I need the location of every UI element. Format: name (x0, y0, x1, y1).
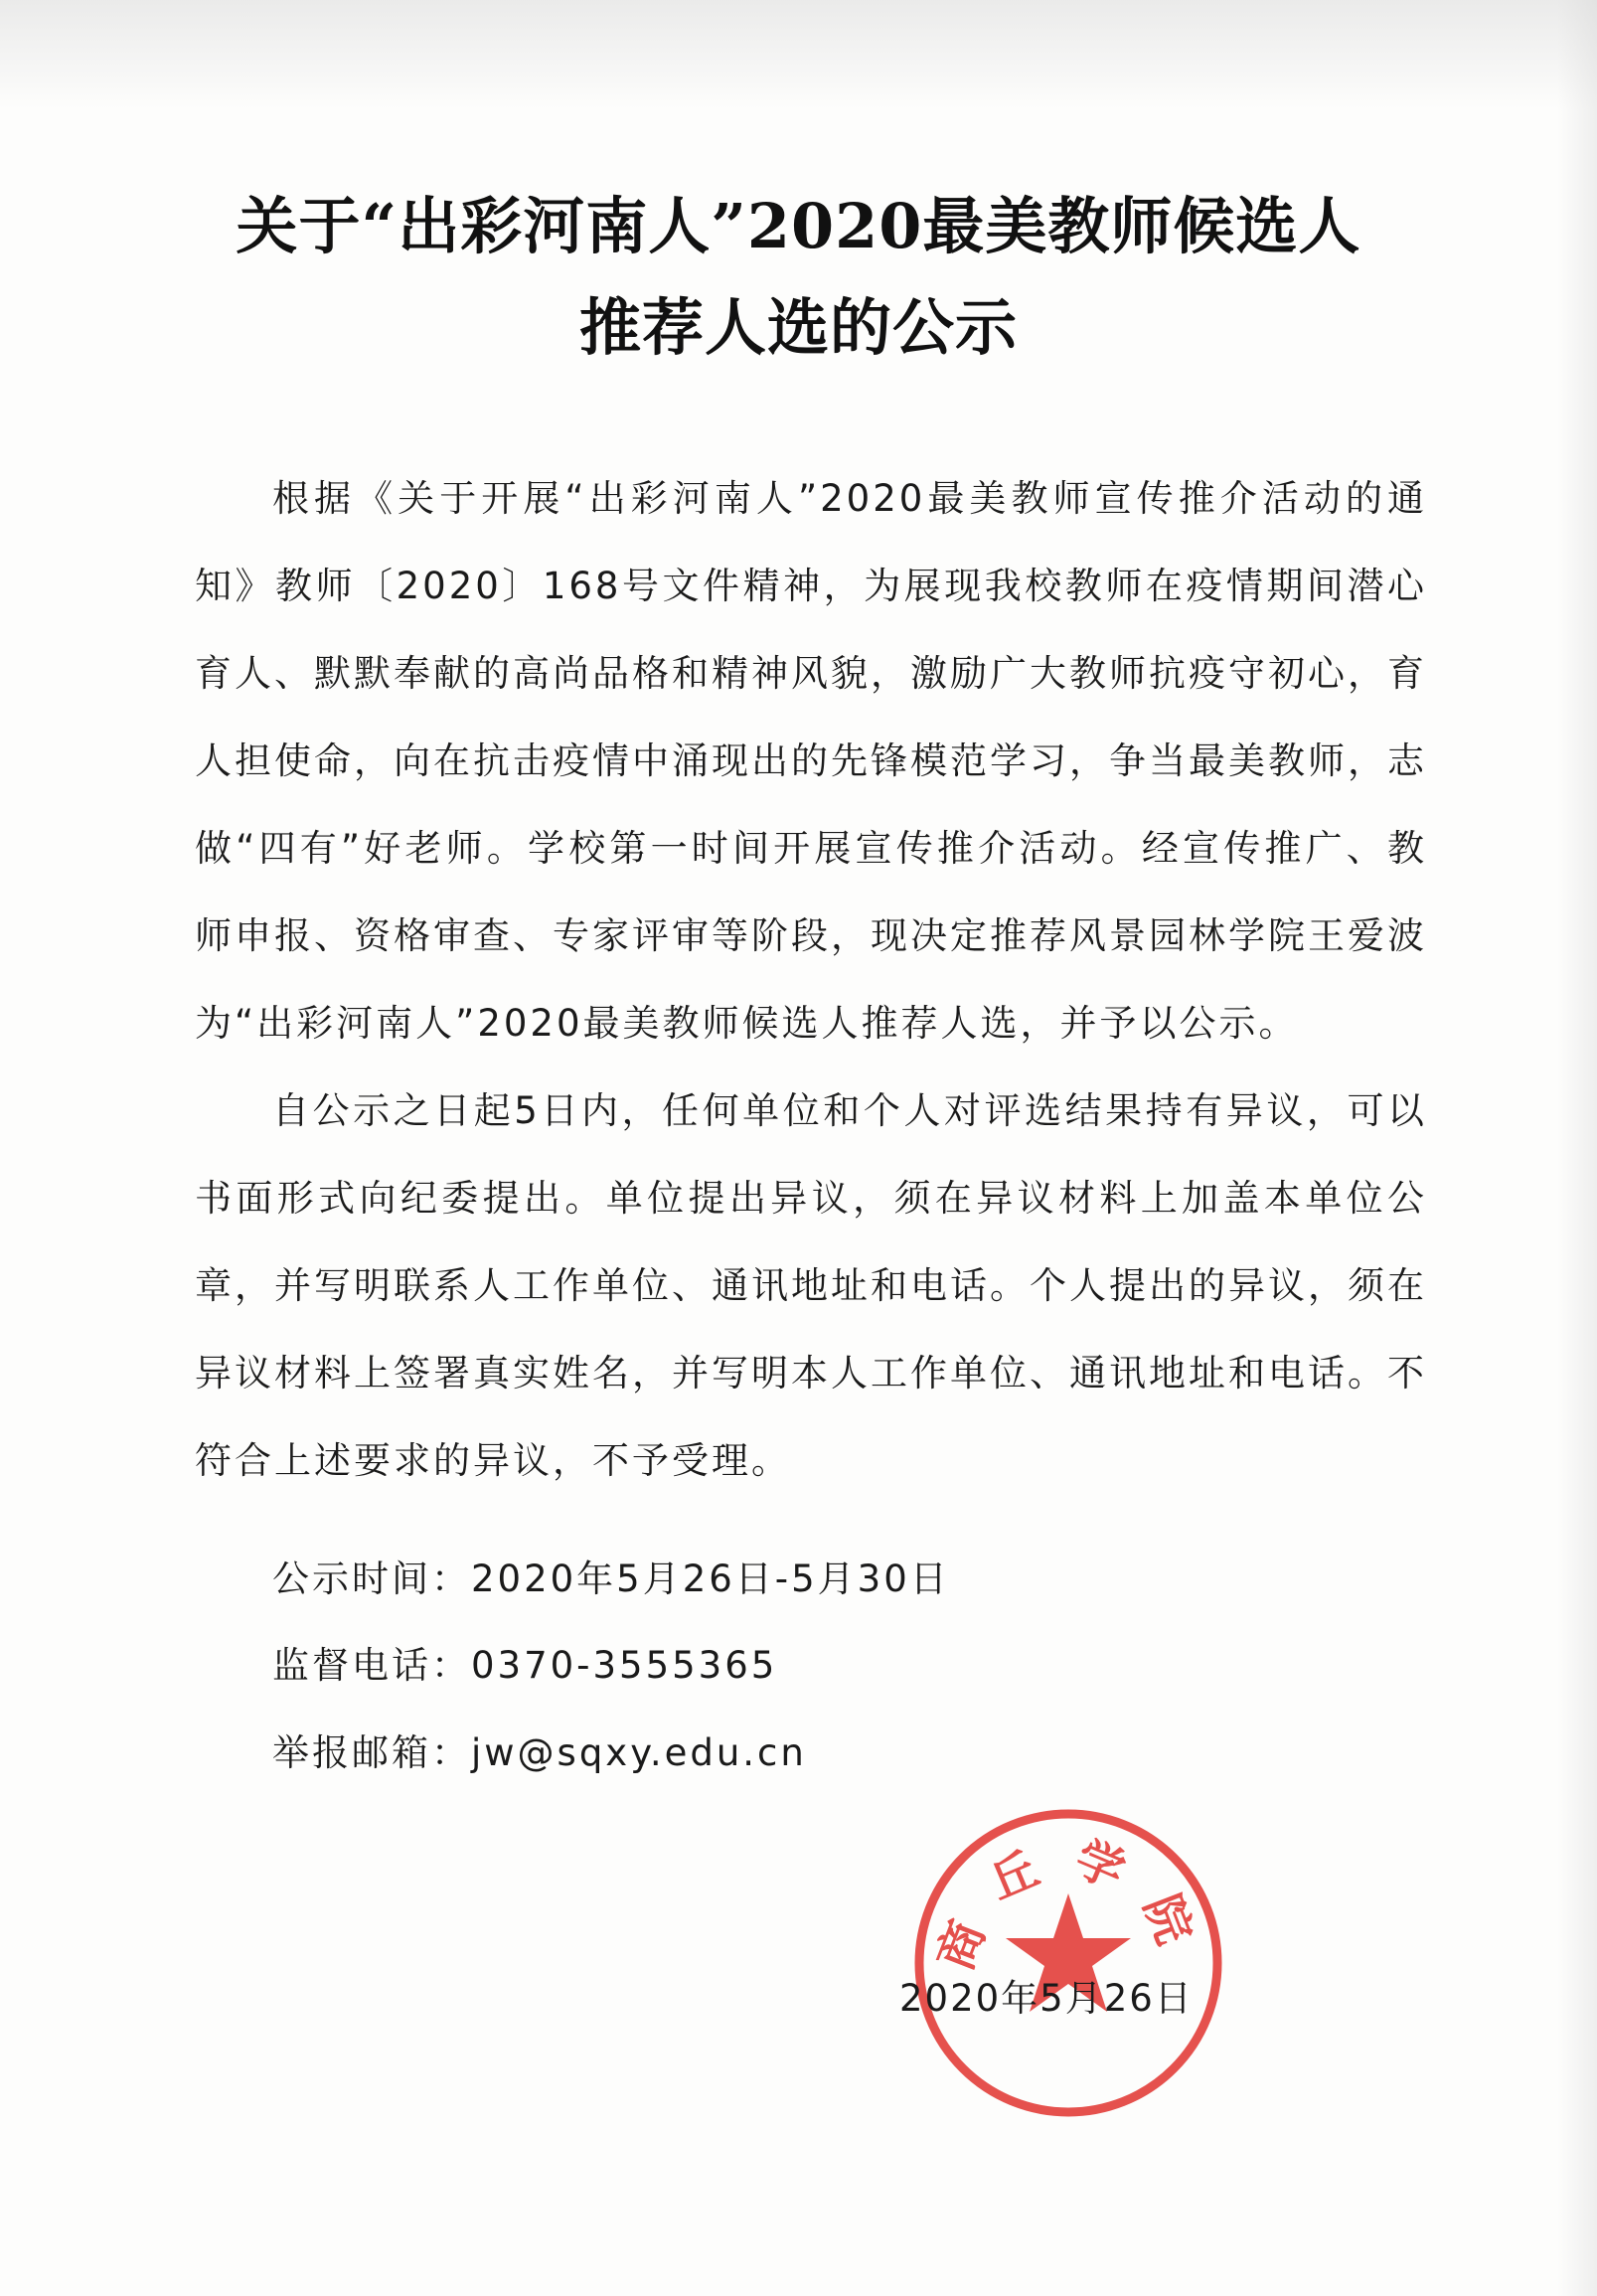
supervision-phone: 监督电话：0370-3555365 (272, 1644, 778, 1687)
publicity-time: 公示时间：2020年5月26日-5月30日 (272, 1558, 950, 1600)
document-title-line-2: 推荐人选的公示 (578, 291, 1018, 364)
report-email: 举报邮箱：jw@sqxy.edu.cn (272, 1731, 807, 1774)
document-date: 2020年5月26日 (899, 1977, 1194, 2020)
body-paragraph-1: 根据《关于开展“出彩河南人”2020最美教师宣传推介活动的通知》教师〔2020〕168号文件精神，为展现我校教师在疫情期间潜心育人、默默奉献的高尚品格和精神风貌，激励广大教师抗疫守初心，育人担使命，向在抗击疫情中涌现出的先锋模范学习，争当最美教师，志做“四有”好老师。学校第一时间开展宣传推介活动。经宣传推广、教师申报、资格审查、专家评审等阶段，现决定推荐风景园林学院王爱波为“出彩河南人”2020最美教师候选人推荐人选，并予以公示。 (195, 477, 1427, 1045)
svg-text:商丘学院: 商丘学院 (927, 1830, 1212, 1978)
official-seal-icon (904, 1799, 1232, 2127)
scan-shadow-top (0, 0, 1597, 109)
body-paragraph-2: 自公示之日起5日内，任何单位和个人对评选结果持有异议，可以书面形式向纪委提出。单位提出异议，须在异议材料上加盖本单位公章，并写明联系人工作单位、通讯地址和电话。个人提出的异议，须在异议材料上签署真实姓名，并写明本人工作单位、通讯地址和电话。不符合上述要求的异议，不予受理。 (195, 1089, 1427, 1482)
document-title-line-1: 关于“出彩河南人”2020最美教师候选人 (236, 190, 1361, 262)
